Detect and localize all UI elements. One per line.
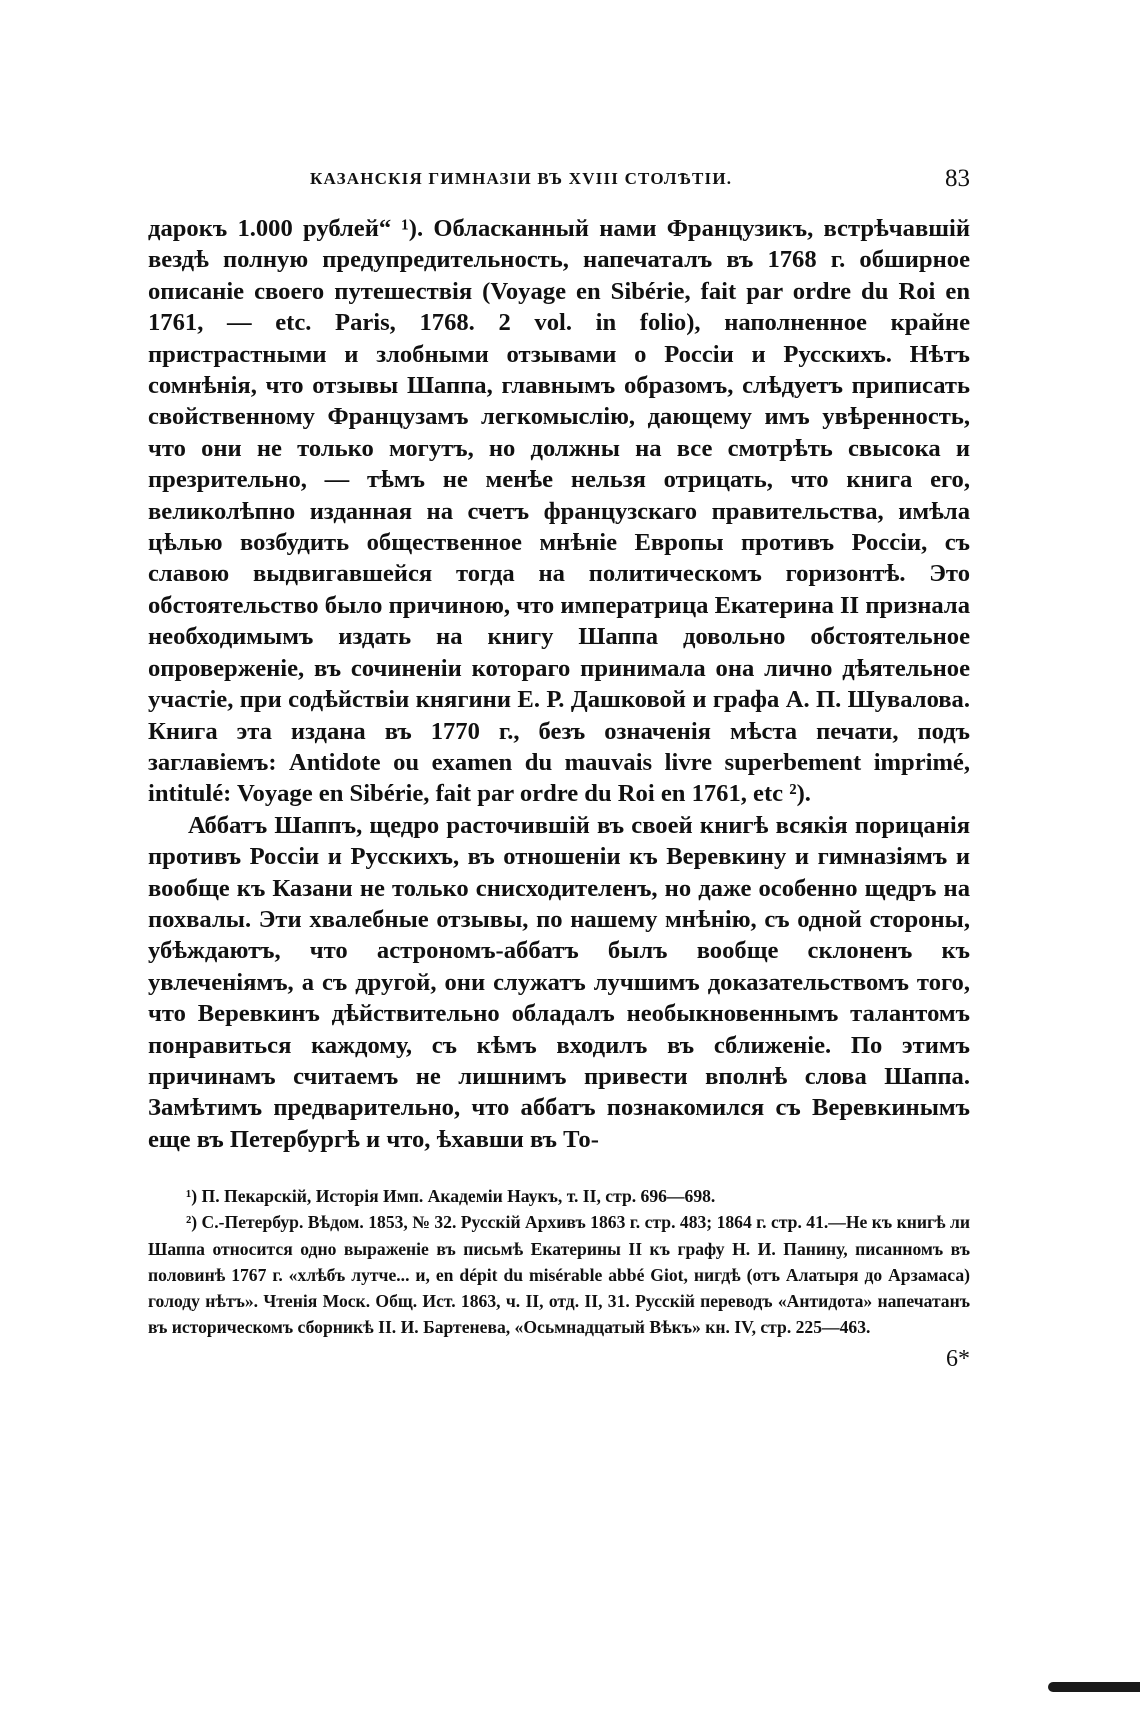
book-page <box>148 165 970 1373</box>
paragraph-2: Аббатъ Шаппъ, щедро расточившій въ своей книгѣ всякія порицанія противъ Россіи и Русскихъ, въ отношеніи къ Веревкину и гимназіямъ и вообще къ Казани не только снисходителенъ, но даже особенно щедръ на похвалы. Эти хвалебные отзывы, по нашему мнѣнію, съ одной стороны, убѣждаютъ, что астрономъ-аббатъ былъ вообще склоненъ къ увлеченіямъ, а съ другой, они служатъ лучшимъ доказательствомъ того, что Веревкинъ дѣйствительно обладалъ необыкновеннымъ талантомъ понравиться каждому, съ кѣмъ входилъ въ сближеніе. По этимъ причинамъ считаемъ не лишнимъ привести вполнѣ слова Шаппа. Замѣтимъ предварительно, что аббатъ познакомился съ Веревкинымъ еще въ Петербургѣ и что, ѣхавши въ То- <box>148 811 970 1153</box>
body-text <box>148 213 970 1155</box>
paragraph-1: дарокъ 1.000 рублей“ ¹). Обласканный нами Французикъ, встрѣчавшій вездѣ полную предупредительность, напечаталъ въ 1768 г. обширное описаніе своего путешествія (Voyage en Sibérie, fait par ordre du Roi en 1761, — etc. Paris, 1768. 2 vol. in folio), наполненное крайне пристрастными и злобными отзывами о Россіи и Русскихъ. Нѣтъ сомнѣнія, что отзывы Шаппа, главнымъ образомъ, слѣдуетъ приписать свойственному Французамъ легкомыслію, дающему имъ увѣренность, что они не только могутъ, но должны на все смотрѣть свысока и презрительно, — тѣмъ не менѣе нельзя отрицать, что книга его, великолѣпно изданная на счетъ французскаго правительства, имѣла цѣлью возбудить общественное мнѣніе Европы противъ Россіи, съ славою выдвигавшейся тогда на политическомъ горизонтѣ. Это обстоятельство было причиною, что императрица Екатерина II признала необходимымъ издать на книгу Шаппа довольно обстоятельное опроверженіе, въ сочиненіи котораго принимала она лично дѣятельное участіе, при содѣйствіи княгини Е. Р. Дашковой и графа А. П. Шувалова. Книга эта издана въ 1770 г., безъ означенія мѣста печати, подъ заглавіемъ: Antidote ou examen du mauvais livre superbement imprimé, intitulé: Voyage en Sibérie, fait par ordre du Roi en 1761, etc ²). <box>148 215 970 808</box>
running-head <box>148 165 970 199</box>
footnote-2: ²) С.-Петербур. Вѣдом. 1853, № 32. Русскій Архивъ 1863 г. стр. 483; 1864 г. стр. 41.—Не къ книгѣ ли Шаппа относится одно выраженіе въ письмѣ Екатерины II къ графу Н. И. Панину, писанномъ въ половинѣ 1767 г. «хлѣбъ лутче... и, en dépit du misérable abbé Giot, нигдѣ (отъ Алатыря до Арзамаса) голоду нѣтъ». Чтенія Моск. Общ. Ист. 1863, ч. II, отд. II, 31. Русскій переводъ «Антидота» напечатанъ въ историческомъ сборникѣ II. И. Бартенева, «Осьмнадцатый Вѣкъ» кн. IV, стр. 225—463. <box>148 1212 970 1338</box>
scan-edge-mark <box>1048 1682 1140 1692</box>
page-number: 83 <box>945 165 970 192</box>
footnotes <box>148 1183 970 1340</box>
running-title: КАЗАНСКІЯ ГИМНАЗІИ ВЪ XVIII СТОЛѢТІИ. <box>310 169 733 188</box>
footnote-1: ¹) П. Пекарскій, Исторія Имп. Академіи Наукъ, т. II, стр. 696—698. <box>186 1186 716 1207</box>
signature-mark: 6* <box>946 1346 970 1373</box>
